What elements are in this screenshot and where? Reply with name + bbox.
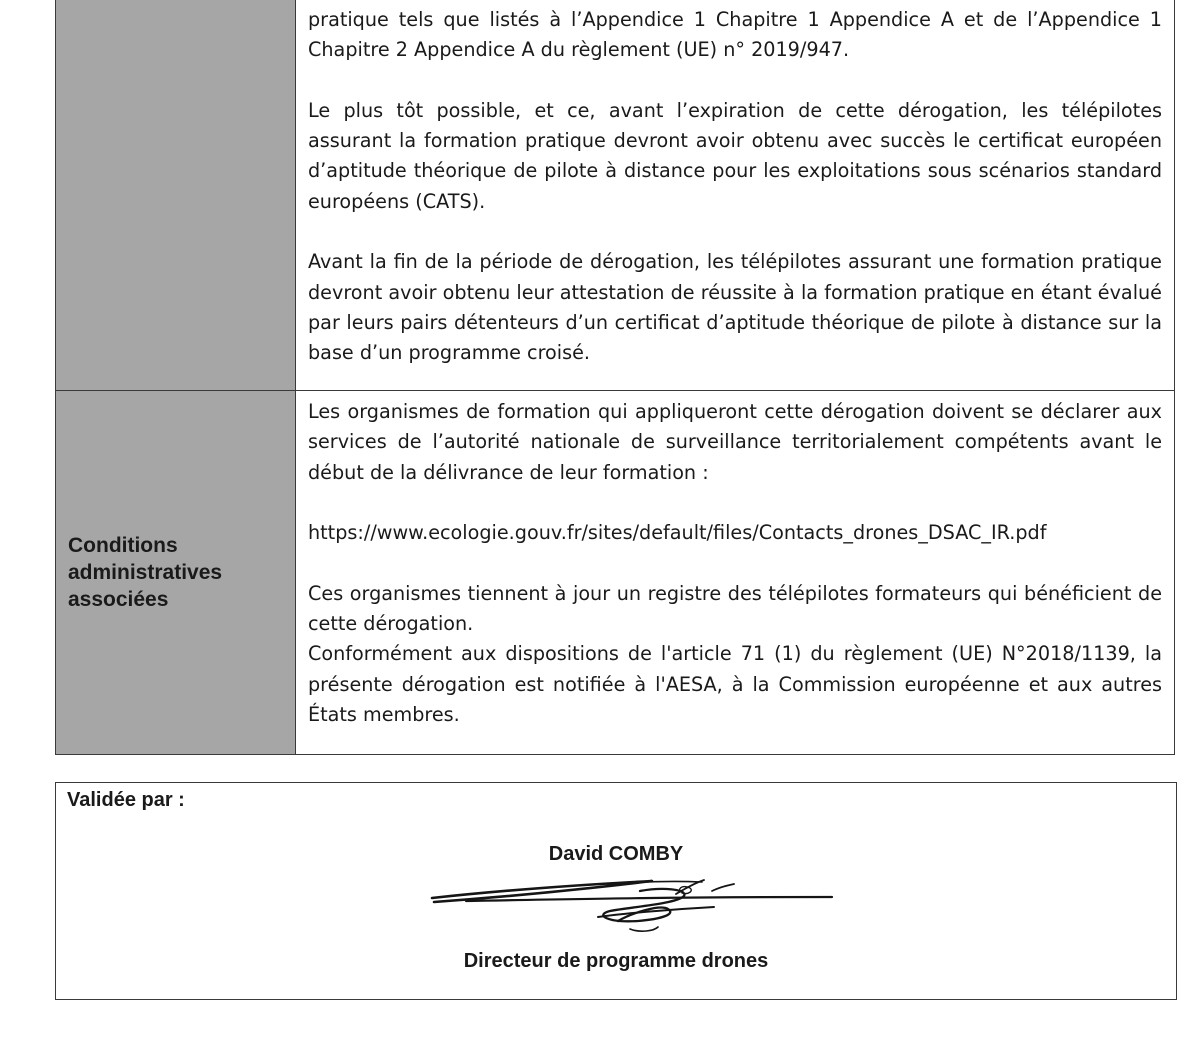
- label-line: Conditions: [68, 534, 178, 557]
- validated-by-heading: Validée par :: [67, 789, 185, 811]
- administrative-conditions-label: [56, 532, 295, 613]
- paragraph-cats-certificate: Le plus tôt possible, et ce, avant l’expiration de cette dérogation, les télépilotes assurant la formation pratique devront avoir obtenu avec succès le certificat européen d’aptitude théorique de pilote à distance pour les exploitations sous scénarios standard européens (CATS).: [308, 98, 1162, 213]
- paragraph-practical-training: Avant la fin de la période de dérogation, les télépilotes assurant une formation pratique devront avoir obtenu leur attestation de réussite à la formation pratique en étant évalué par leurs pairs détenteurs d’un certificat d’aptitude théorique de pilote à distance sur la base d’un programme croisé.: [308, 250, 1162, 365]
- paragraph-register: Ces organismes tiennent à jour un registre des télépilotes formateurs qui bénéficient de cette dérogation.: [308, 581, 1162, 636]
- table-row: [56, 391, 1175, 755]
- row-label-cell: [56, 391, 296, 755]
- row-content-cell: [296, 391, 1175, 755]
- paragraph-notification: Conformément aux dispositions de l'article 71 (1) du règlement (UE) N°2018/1139, la présente dérogation est notifiée à l'AESA, à la Commission européenne et aux autres États membres.: [308, 642, 1162, 726]
- row-content-cell: [296, 0, 1175, 391]
- label-line: administratives: [68, 561, 223, 584]
- validation-box: [55, 782, 1177, 1000]
- derogation-table: [55, 0, 1175, 755]
- label-line: associées: [68, 588, 169, 611]
- contacts-link[interactable]: https://www.ecologie.gouv.fr/sites/default/files/Contacts_drones_DSAC_IR.pdf: [308, 521, 1047, 545]
- paragraph-declaration: Les organismes de formation qui appliqueront cette dérogation doivent se déclarer aux services de l’autorité nationale de surveillance territorialement compétents avant le début de la délivrance de leur formation :: [308, 400, 1162, 484]
- handwritten-signature-icon: [426, 877, 846, 937]
- table-row: [56, 0, 1175, 391]
- paragraph-appendix-reference: pratique tels que listés à l’Appendice 1 Chapitre 1 Appendice A et de l’Appendice 1 Chapitre 2 Appendice A du règlement (UE) n° 2019/947.: [308, 8, 1162, 62]
- signer-title: Directeur de programme drones: [463, 950, 769, 972]
- row-content: [296, 0, 1174, 369]
- signer-name: David COMBY: [548, 843, 684, 865]
- row-label-cell: [56, 0, 296, 391]
- row-content: [296, 391, 1174, 730]
